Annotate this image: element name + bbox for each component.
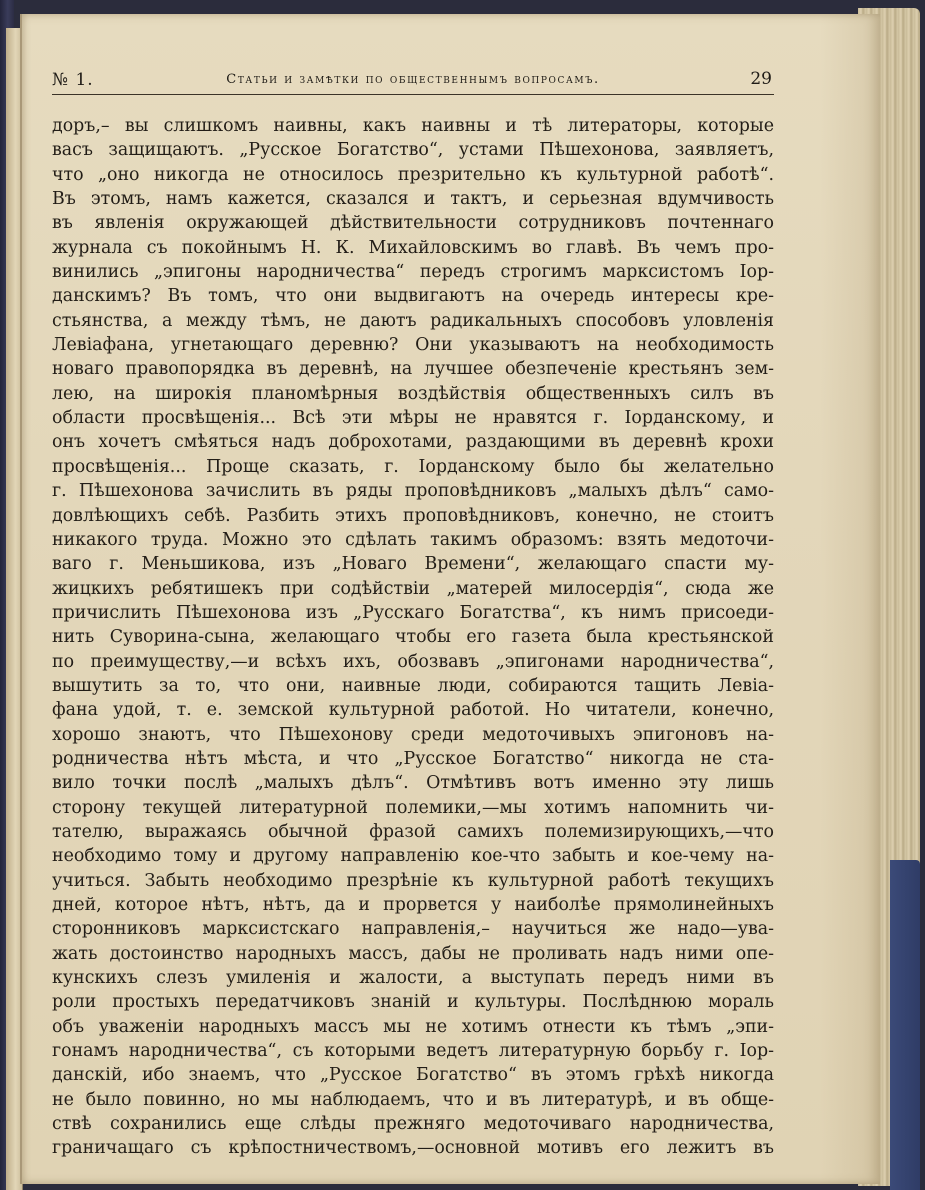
text-line: жать достоинство народныхъ массъ, дабы не проливать надъ ними опе-: [52, 943, 774, 964]
text-line: вышутить за то, что они, наивные люди, собираются тащить Левіа-: [52, 675, 774, 696]
text-line: просвѣщенія... Проще сказать, г. Іорданскому было бы желательно: [52, 456, 774, 477]
text-line: Левіафана, угнетающаго деревню? Они указываютъ на необходимость: [52, 335, 774, 356]
text-line: что „оно никогда не относилось презрительно къ культурной работѣ“.: [52, 164, 774, 185]
running-header: [52, 68, 774, 95]
text-line: необходимо тому и другому направленію кое-что забыть и кое-чему на-: [52, 846, 774, 867]
text-line: довлѣющихъ себѣ. Разбить этихъ проповѣдниковъ, конечно, не стоитъ: [52, 505, 774, 526]
text-line: хорошо знаютъ, что Пѣшехонову среди медоточивыхъ эпигоновъ на-: [52, 724, 774, 745]
text-line: не было повинно, но мы наблюдаемъ, что и въ литературѣ, и въ обще-: [52, 1089, 774, 1110]
text-line: никакого труда. Можно это сдѣлать такимъ образомъ: взять медоточи-: [52, 529, 774, 550]
text-line: стьянства, а между тѣмъ, не даютъ радикальныхъ способовъ уловленія: [52, 310, 774, 331]
text-line: данскій, ибо знаемъ, что „Русское Богатство“ въ этомъ грѣхѣ никогда: [52, 1065, 774, 1086]
running-title: Статьи и замѣтки по общественнымъ вопросамъ.: [226, 72, 600, 87]
page-shading: [820, 14, 880, 1184]
text-line: г. Пѣшехонова зачислить въ ряды проповѣдниковъ „малыхъ дѣлъ“ само-: [52, 481, 774, 502]
text-line: сторонниковъ марксистскаго направленія,– научиться же надо—ува-: [52, 919, 774, 940]
issue-number: № 1.: [52, 70, 94, 90]
text-line: данскимъ? Въ томъ, что они выдвигаютъ на очередь интересы кре-: [52, 286, 774, 307]
text-line: кунскихъ слезъ умиленія и жалости, а выступать передъ ними въ: [52, 968, 774, 989]
text-line: ствѣ сохранились еще слѣды прежняго медоточиваго народничества,: [52, 1114, 774, 1135]
text-line: фана удой, т. е. земской культурной работой. Но читатели, конечно,: [52, 700, 774, 721]
text-line: въ явленія окружающей дѣйствительности сотрудниковъ почтеннаго: [52, 213, 774, 234]
text-line: журнала съ покойнымъ Н. К. Михайловскимъ во главѣ. Въ чемъ про-: [52, 237, 774, 258]
text-line: роли простыхъ передатчиковъ знаній и культуры. Послѣднюю мораль: [52, 992, 774, 1013]
text-line: сторону текущей литературной полемики,—мы хотимъ напомнить чи-: [52, 797, 774, 818]
text-line: доръ,– вы слишкомъ наивны, какъ наивны и тѣ литераторы, которые: [52, 116, 774, 136]
text-line: по преимуществу,—и всѣхъ ихъ, обозвавъ „эпигонами народничества“,: [52, 651, 774, 672]
text-line: причислить Пѣшехонова изъ „Русскаго Богатства“, къ нимъ присоеди-: [52, 602, 774, 623]
text-line: родничества нѣтъ мѣста, и что „Русское Богатство“ никогда не ста-: [52, 748, 774, 769]
text-line: Въ этомъ, намъ кажется, сказался и тактъ, и серьезная вдумчивость: [52, 189, 774, 210]
text-line: вило точки послѣ „малыхъ дѣлъ“. Отмѣтивъ вотъ именно эту лишь: [52, 773, 774, 794]
text-line: гонамъ народничества“, съ которыми ведетъ литературную борьбу г. Іор-: [52, 1041, 774, 1062]
text-line: нить Суворина-сына, желающаго чтобы его газета была крестьянской: [52, 627, 774, 648]
text-line: объ уваженіи народныхъ массъ мы не хотимъ отнести къ тѣмъ „эпи-: [52, 1016, 774, 1037]
text-line: области просвѣщенія... Всѣ эти мѣры не нравятся г. Іорданскому, и: [52, 408, 774, 429]
text-line: винились „эпигоны народничества“ передъ строгимъ марксистомъ Іор-: [52, 262, 774, 283]
text-line: учиться. Забыть необходимо презрѣніе къ культурной работѣ текущихъ: [52, 870, 774, 891]
text-line: онъ хочетъ смѣяться надъ доброхотами, раздающими въ деревнѣ крохи: [52, 432, 774, 453]
text-line: новаго правопорядка въ деревнѣ, на лучшее обезпеченіе крестьянъ зем-: [52, 359, 774, 380]
text-line: тателю, выражаясь обычной фразой самихъ полемизирующихъ,—что: [52, 821, 774, 842]
text-line: граничащаго съ крѣпостничествомъ,—основной мотивъ его лежитъ въ: [52, 1138, 774, 1159]
text-line: лею, на широкія планомѣрныя воздѣйствія общественныхъ силъ въ: [52, 383, 774, 404]
body-text: [52, 114, 774, 1161]
text-line: васъ защищаютъ. „Русское Богатство“, устами Пѣшехонова, заявляетъ,: [52, 140, 774, 161]
text-line: дней, которое нѣтъ, нѣтъ, да и прорвется у наиболѣе прямолинейныхъ: [52, 895, 774, 915]
text-line: жицкихъ ребятишекъ при содѣйствіи „матерей милосердія“, сюда же: [52, 578, 774, 599]
text-line: ваго г. Меньшикова, изъ „Новаго Времени“, желающаго спасти му-: [52, 554, 774, 575]
page-number: 29: [750, 69, 772, 89]
book-cover-edge: [890, 860, 920, 1190]
